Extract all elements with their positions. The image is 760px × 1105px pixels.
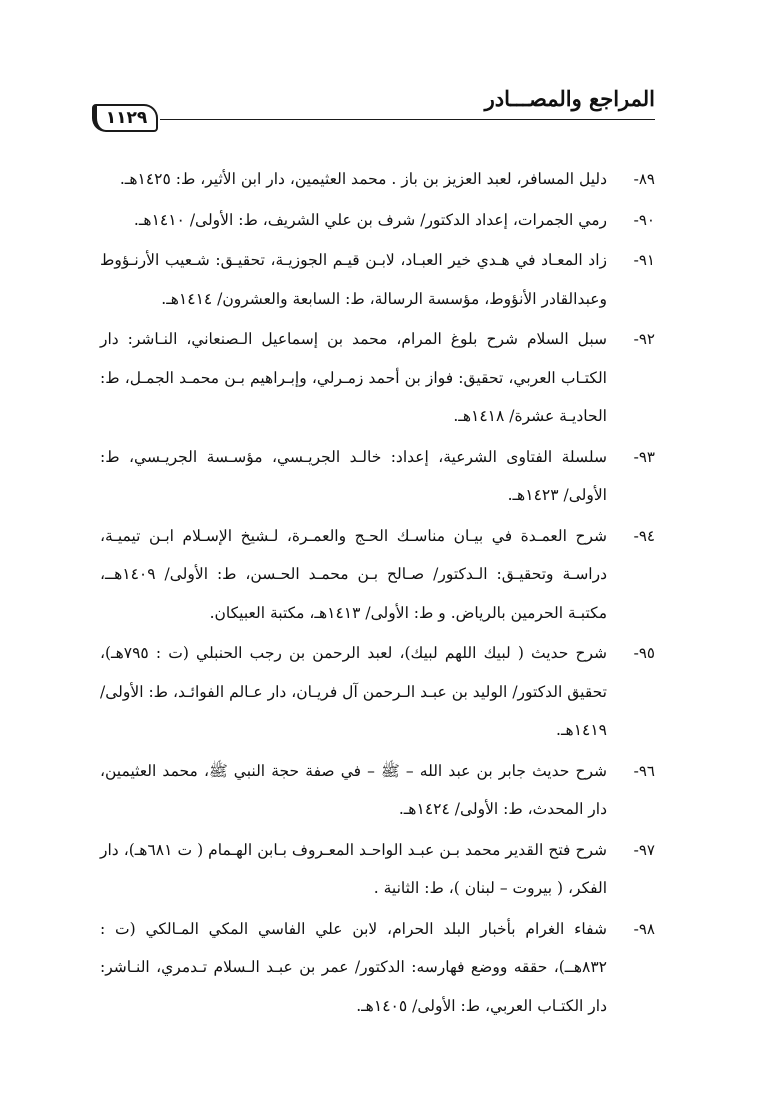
entry-number: ٩١- (633, 251, 655, 269)
entry-text: رمي الجمرات، إعداد الدكتور/ شرف بن علي الشريف، ط: الأولى/ ١٤١٠هـ. (133, 210, 607, 229)
entry-text: زاد المعـاد في هـدي خير العبـاد، لابـن قيـم الجوزيـة، تحقيـق: شـعيب الأرنـؤوط وعبدالقادر الأنؤوط، مؤسسة الرسالة، ط: السابعة والعشرون/ ١٤١٤هـ. (100, 251, 607, 308)
entry-number: ٩٧- (633, 840, 655, 859)
reference-entry (100, 241, 655, 318)
entry-text: شرح حديث ( لبيك اللهم لبيك)، لعبد الرحمن بن رجب الحنبلي (ت : ٧٩٥هـ)، تحقيق الدكتور/ الوليد بن عبـد الـرحمن آل فريـان، دار عـالم الفوائـد، ط: الأولى/ ١٤١٩هـ. (100, 644, 607, 739)
entry-number: ٩٥- (633, 644, 655, 662)
page-number: ١١٢٩ (92, 104, 158, 132)
reference-entry (100, 831, 655, 908)
reference-entry (100, 910, 655, 1026)
entry-number: ٩٤- (633, 526, 655, 545)
entry-number: ٩٣- (633, 447, 655, 466)
reference-list (100, 160, 655, 1027)
entry-text: شفاء الغرام بأخبار البلد الحرام، لابن علي الفاسي المكي المـالكي (ت : ٨٣٢هــ)، حققه ووضع فهارسه: الدكتور/ عمر بن عبـد الـسلام تـدمري، النـاشر: دار الكتـاب العربي، ط: الأولى/ ١٤٠٥هـ. (100, 919, 607, 1015)
entry-number: ٨٩- (633, 170, 655, 188)
reference-entry (100, 438, 655, 515)
entry-text: شرح حديث جابر بن عبد الله – ﷺ – في صفة حجة النبي ﷺ، محمد العثيمين، دار المحدث، ط: الأولى/ ١٤٢٤هـ. (100, 761, 607, 818)
reference-entry (100, 160, 655, 199)
entry-text: سلسلة الفتاوى الشرعية، إعداد: خالـد الجريـسي، مؤسـسة الجريـسي، ط: الأولى/ ١٤٢٣هـ. (100, 447, 607, 504)
entry-number: ٩٨- (633, 919, 655, 938)
reference-entry (100, 752, 655, 829)
running-title: المراجع والمصـــادر (484, 86, 655, 111)
entry-text: سبل السلام شرح بلوغ المرام، محمد بن إسماعيل الـصنعاني، النـاشر: دار الكتـاب العربي، تحقيق: فواز بن أحمد زمـرلي، وإبـراهيم بـن محمـد الجمـل، ط: الحاديـة عشرة/ ١٤١٨هـ. (100, 330, 607, 425)
entry-number: ٩٢- (633, 330, 655, 348)
reference-entry (100, 320, 655, 436)
entry-number: ٩٠- (633, 210, 655, 229)
reference-entry (100, 201, 655, 240)
reference-entry (100, 517, 655, 633)
header-rule (160, 119, 655, 120)
entry-text: شرح فتح القدير محمد بـن عبـد الواحـد المعـروف بـابن الهـمام ( ت ٦٨١هـ)، دار الفكر، ( بيروت – لبنان )، ط: الثانية . (100, 840, 607, 897)
entry-text: دليل المسافر، لعبد العزيز بن باز . محمد العثيمين، دار ابن الأثير، ط: ١٤٢٥هـ. (119, 170, 607, 188)
page-header (92, 78, 655, 128)
entry-text: شرح العمـدة في بيـان مناسـك الحـج والعمـرة، لـشيخ الإسـلام ابـن تيميـة، دراسـة وتحقيـق: الـدكتور/ صـالح بـن محمـد الحـسن، ط: الأولى/ ١٤٠٩هــ، مكتبـة الحرمين بالرياض. و ط: الأولى/ ١٤١٣هـ، مكتبة العبيكان. (100, 526, 607, 622)
reference-entry (100, 634, 655, 750)
entry-number: ٩٦- (633, 761, 655, 780)
